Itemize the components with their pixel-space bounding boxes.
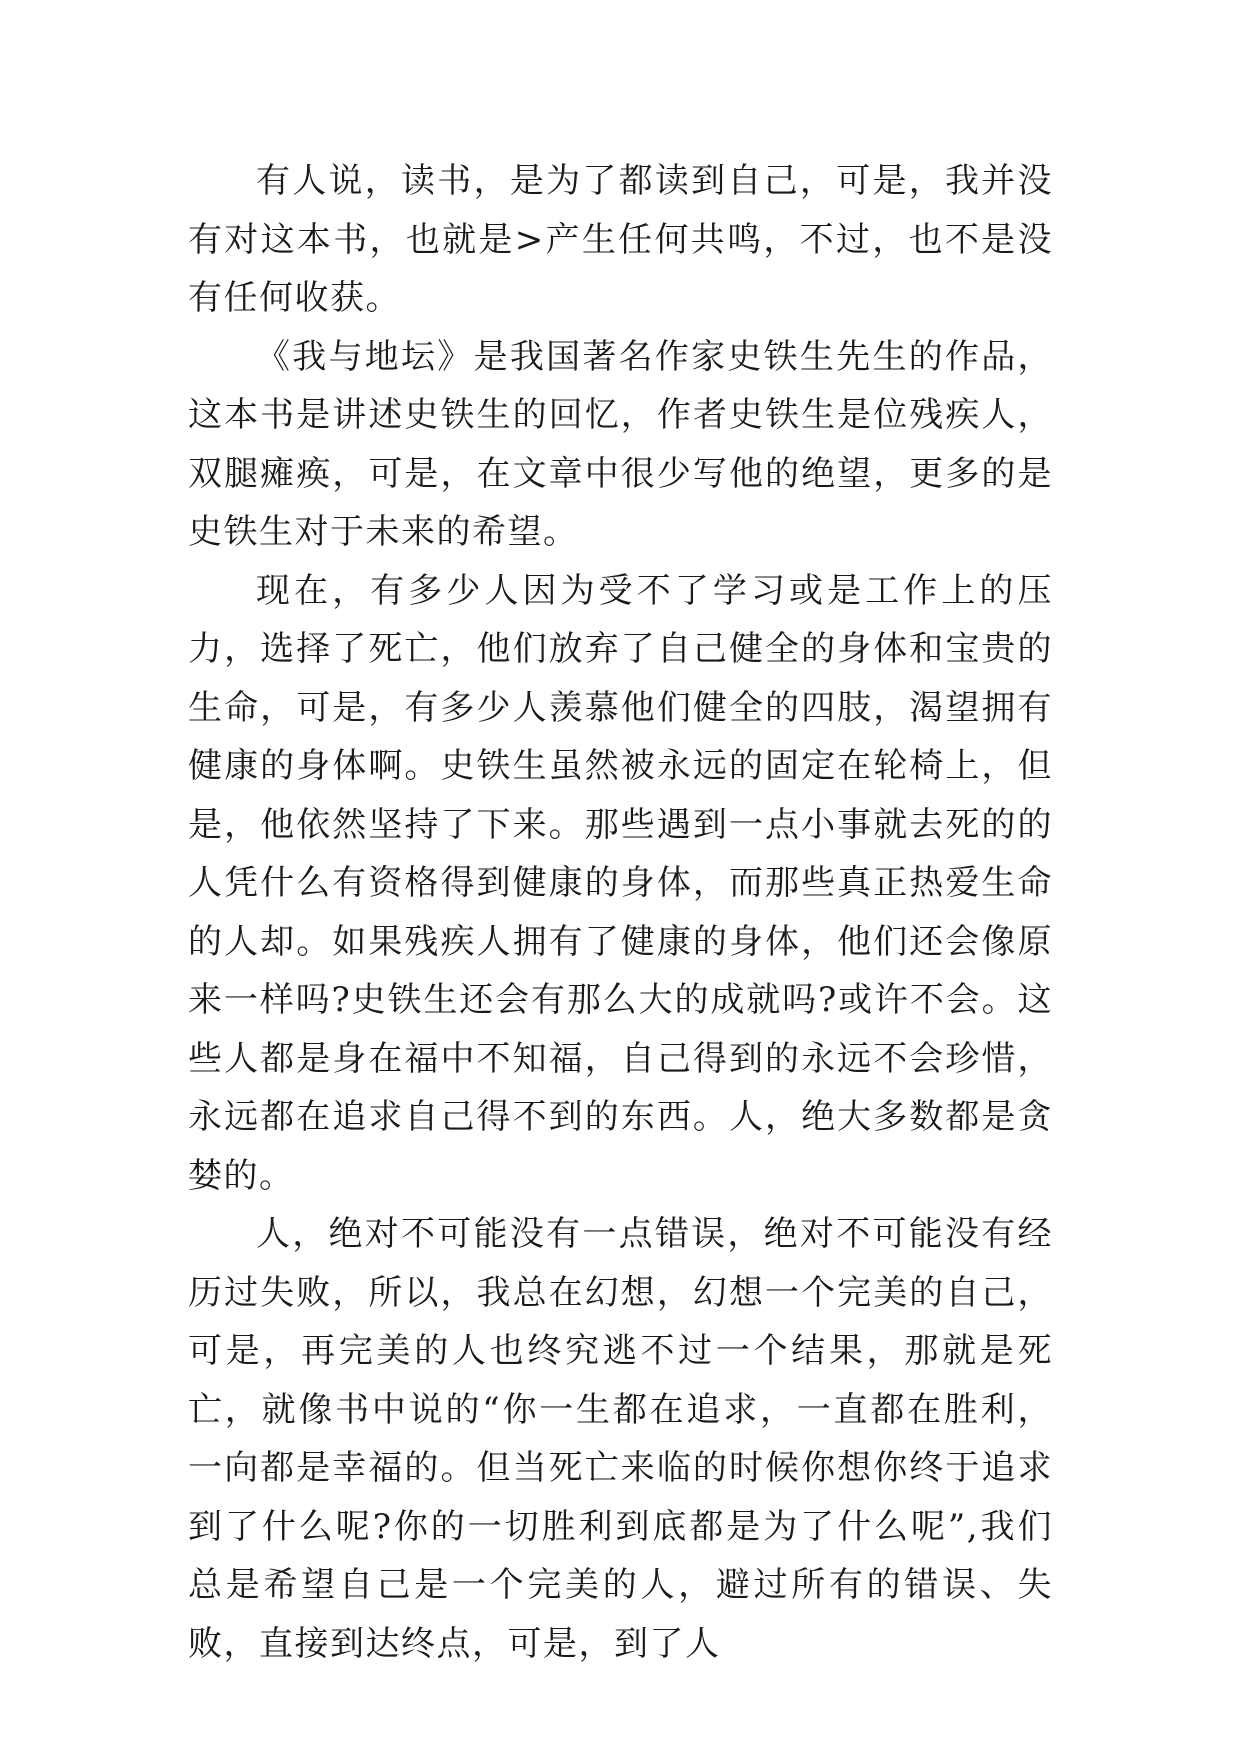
paragraph-1: 有人说，读书，是为了都读到自己，可是，我并没有对这本书，也就是>产生任何共鸣，不过，也不是没有任何收获。 <box>188 161 1053 318</box>
paragraph-2: 《我与地坛》是我国著名作家史铁生先生的作品，这本书是讲述史铁生的回忆，作者史铁生是位残疾人，双腿瘫痪，可是，在文章中很少写他的绝望，更多的是史铁生对于未来的希望。 <box>188 336 1053 552</box>
document-body <box>188 152 1053 1673</box>
paragraph-3: 现在，有多少人因为受不了学习或是工作上的压力，选择了死亡，他们放弃了自己健全的身体和宝贵的生命，可是，有多少人羡慕他们健全的四肢，渴望拥有健康的身体啊。史铁生虽然被永远的固定在轮椅上，但是，他依然坚持了下来。那些遇到一点小事就去死的的人凭什么有资格得到健康的身体，而那些真正热爱生命的人却。如果残疾人拥有了健康的身体，他们还会像原来一样吗?史铁生还会有那么大的成就吗?或许不会。这些人都是身在福中不知福，自己得到的永远不会珍惜，永远都在追求自己得不到的东西。人，绝大多数都是贪婪的。 <box>188 570 1053 1196</box>
paragraph-4: 人，绝对不可能没有一点错误，绝对不可能没有经历过失败，所以，我总在幻想，幻想一个完美的自己，可是，再完美的人也终究逃不过一个结果，那就是死亡，就像书中说的“你一生都在追求，一直都在胜利，一向都是幸福的。但当死亡来临的时候你想你终于追求到了什么呢?你的一切胜利到底都是为了什么呢”,我们总是希望自己是一个完美的人，避过所有的错误、失败，直接到达终点，可是，到了人 <box>188 1214 1053 1664</box>
